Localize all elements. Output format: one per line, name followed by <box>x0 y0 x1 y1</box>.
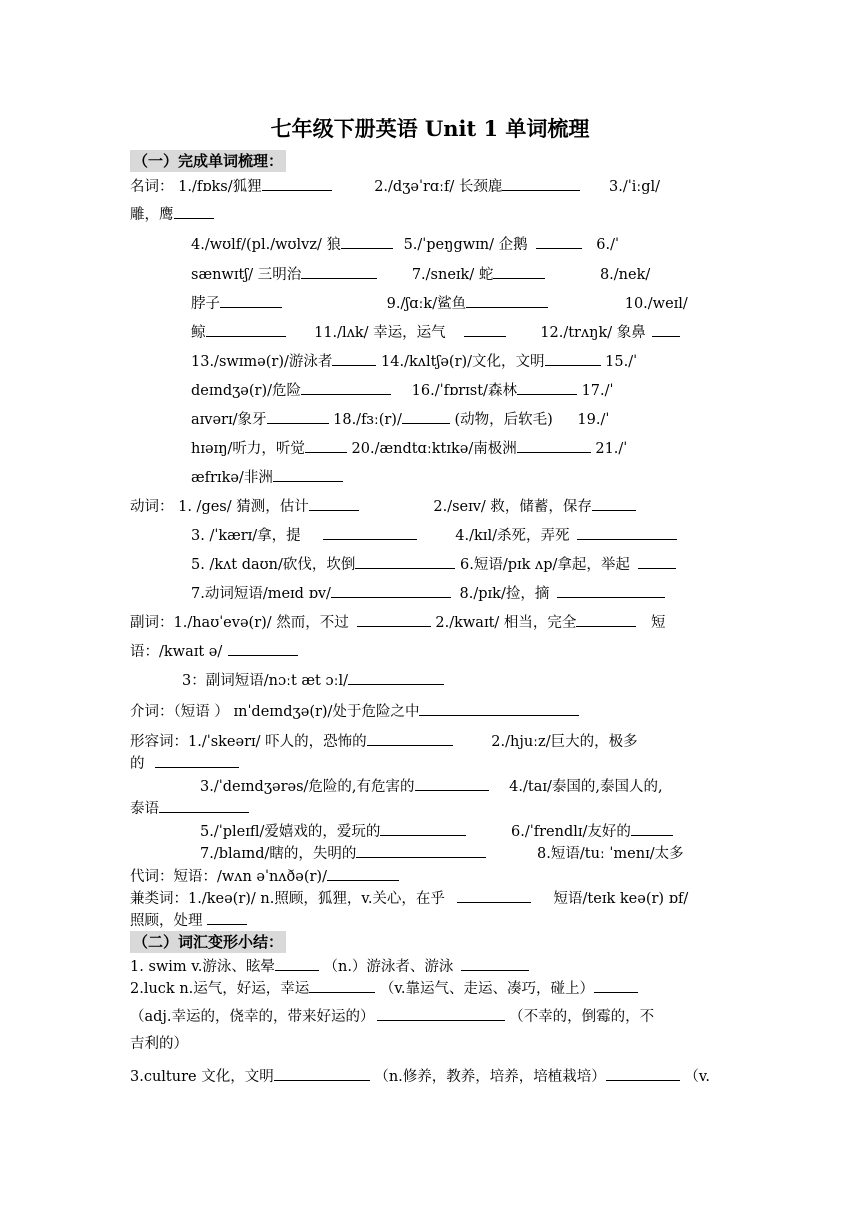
section-heading-2: （二）词汇变形小结： <box>130 931 286 953</box>
answer-blank[interactable] <box>638 553 676 569</box>
answer-blank[interactable] <box>517 437 591 453</box>
adjectives-label: 形容词：1./ˈskeərɪ/ 吓人的，恐怖的 <box>130 734 367 750</box>
answer-blank[interactable] <box>305 437 347 453</box>
adverbs-line-1: 副词：1./haʊˈevə(r)/ 然而，不过 2./kwaɪt/ 相当，完全 短 <box>130 611 666 633</box>
variation-line-1: 1. swim v.游泳、眩晕 （n.）游泳者、游泳 <box>130 955 529 977</box>
nouns-line-7: 13./swɪmə(r)/游泳者 14./kʌltʃə(r)/文化，文明 15./ˈ <box>191 350 637 372</box>
answer-blank[interactable] <box>309 495 359 511</box>
answer-blank[interactable] <box>356 842 486 858</box>
adjectives-line-2: 的 <box>130 752 239 774</box>
answer-blank[interactable] <box>275 955 319 971</box>
answer-blank[interactable] <box>301 263 377 279</box>
prepositions-line <box>130 700 579 722</box>
answer-blank[interactable] <box>457 887 531 903</box>
answer-blank[interactable] <box>466 292 548 308</box>
multi-class-label: 兼类词：1./keə(r)/ n.照顾，狐狸，v.关心，在乎 <box>130 891 445 907</box>
answer-blank[interactable] <box>545 350 601 366</box>
nouns-line-8: deɪndʒə(r)/危险 16./ˈfɒrɪst/森林 17./ˈ <box>191 379 614 401</box>
answer-blank[interactable] <box>606 1065 680 1081</box>
nouns-line-10: hɪəɪŋ/听力，听觉 20./ændtɑːktɪkə/南极洲 21./ˈ <box>191 437 627 459</box>
answer-blank[interactable] <box>331 582 451 598</box>
adjectives-line-1: 形容词：1./ˈskeərɪ/ 吓人的，恐怖的 2./hjuːz/巨大的，极多 <box>130 730 638 752</box>
answer-blank[interactable] <box>402 408 450 424</box>
answer-blank[interactable] <box>155 752 239 768</box>
answer-blank[interactable] <box>517 379 577 395</box>
answer-blank[interactable] <box>206 321 286 337</box>
nouns-line-2: 雕，鹰 <box>130 203 214 225</box>
nouns-label: 名词： 1./fɒks/狐狸 <box>130 179 262 195</box>
answer-blank[interactable] <box>502 175 580 191</box>
answer-blank[interactable] <box>377 1005 505 1021</box>
answer-blank[interactable] <box>415 775 489 791</box>
variation-line-4: 吉利的） <box>130 1036 188 1052</box>
verbs-line-4: 7.动词短语/meɪd ɒv/ 8./pɪk/捡，摘 <box>191 582 665 604</box>
nouns-line-9: aɪvərɪ/象牙 18./fɜː(r)/ (动物，后软毛) 19./ˈ <box>191 408 609 430</box>
answer-blank[interactable] <box>631 820 673 836</box>
answer-blank[interactable] <box>577 524 677 540</box>
answer-blank[interactable] <box>159 797 249 813</box>
answer-blank[interactable] <box>461 955 529 971</box>
answer-blank[interactable] <box>228 640 298 656</box>
multi-class-line-1: 兼类词：1./keə(r)/ n.照顾，狐狸，v.关心，在乎 短语/teɪk keə(r) ɒf/ <box>130 887 688 909</box>
adjectives-line-6: 7./blaɪnd/瞎的，失明的 8.短语/tuː ˈmenɪ/太多 <box>200 842 684 864</box>
answer-blank[interactable] <box>323 524 417 540</box>
answer-blank[interactable] <box>493 263 545 279</box>
answer-blank[interactable] <box>348 669 444 685</box>
adverbs-line-3: 3：副词短语/nɔːt æt ɔːl/ <box>182 669 444 691</box>
verbs-line-3: 5. /kʌt daʊn/砍伐，坎倒 6.短语/pɪk ʌp/拿起，举起 <box>191 553 676 575</box>
verbs-line-1: 动词： 1. /ges/ 猜测，估计 2./seɪv/ 救，储蓄，保存 <box>130 495 636 517</box>
answer-blank[interactable] <box>220 292 282 308</box>
answer-blank[interactable] <box>309 977 375 993</box>
answer-blank[interactable] <box>355 553 455 569</box>
pronouns-label: 代词：短语：/wʌn əˈnʌðə(r)/ <box>130 869 327 885</box>
verbs-label: 动词： 1. /ges/ 猜测，估计 <box>130 499 309 515</box>
answer-blank[interactable] <box>652 321 680 337</box>
verbs-line-2: 3. /ˈkærɪ/拿，提 4./kɪl/杀死，弄死 <box>191 524 677 546</box>
answer-blank[interactable] <box>367 730 453 746</box>
answer-blank[interactable] <box>174 203 214 219</box>
pronouns-line <box>130 865 399 887</box>
variation-line-3: （adj.幸运的，侥幸的，带来好运的） （不幸的，倒霉的，不 <box>130 1005 654 1027</box>
answer-blank[interactable] <box>327 865 399 881</box>
adjectives-line-3: 3./ˈdeɪndʒərəs/危险的,有危害的 4./taɪ/泰国的,泰国人的, <box>200 775 663 797</box>
nouns-line-5: 脖子 9./ʃɑːk/鲨鱼 10./weɪl/ <box>191 292 688 314</box>
nouns-line-6: 鲸 11./lʌk/ 幸运，运气 12./trʌŋk/ 象鼻 <box>191 321 680 343</box>
page-title: 七年级下册英语 Unit 1 单词梳理 <box>270 116 590 141</box>
answer-blank[interactable] <box>576 611 636 627</box>
answer-blank[interactable] <box>262 175 332 191</box>
variation-line-5: 3.culture 文化，文明 （n.修养，教养，培养，培植栽培） （v. <box>130 1065 710 1087</box>
adjectives-line-4: 泰语 <box>130 797 249 819</box>
answer-blank[interactable] <box>536 233 582 249</box>
adverbs-line-2: 语：/kwaɪt ə/ <box>130 640 298 662</box>
answer-blank[interactable] <box>380 820 466 836</box>
answer-blank[interactable] <box>274 1065 370 1081</box>
variation-line-2: 2.luck n.运气，好运，幸运 （v.靠运气、走运、凑巧，碰上） <box>130 977 638 999</box>
multi-class-line-2: 照顾，处理 <box>130 909 247 931</box>
answer-blank[interactable] <box>557 582 665 598</box>
answer-blank[interactable] <box>341 233 393 249</box>
answer-blank[interactable] <box>332 350 376 366</box>
answer-blank[interactable] <box>207 909 247 925</box>
answer-blank[interactable] <box>357 611 431 627</box>
answer-blank[interactable] <box>592 495 636 511</box>
adjectives-line-5: 5./ˈpleɪfl/爱嬉戏的，爱玩的 6./ˈfrendlɪ/友好的 <box>200 820 673 842</box>
answer-blank[interactable] <box>594 977 638 993</box>
answer-blank[interactable] <box>301 379 391 395</box>
prepositions-label: 介词：（短语 ） ɪnˈdeɪndʒə(r)/处于危险之中 <box>130 704 420 720</box>
answer-blank[interactable] <box>267 408 329 424</box>
adverbs-label: 副词：1./haʊˈevə(r)/ 然而，不过 <box>130 615 349 631</box>
nouns-line-4: sænwɪtʃ/ 三明治 7./sneɪk/ 蛇 8./nek/ <box>191 263 650 285</box>
section-heading-1: （一）完成单词梳理： <box>130 150 286 172</box>
nouns-line-3: 4./wʊlf/(pl./wʊlvz/ 狼 5./ˈpeŋgwɪn/ 企鹅 6./ˈ <box>191 233 619 255</box>
nouns-line-11: æfrɪkə/非洲 <box>191 466 343 488</box>
nouns-line-1: 名词： 1./fɒks/狐狸 2./dʒəˈrɑːf/ 长颈鹿 3./ˈiːgl/ <box>130 175 660 197</box>
answer-blank[interactable] <box>464 321 506 337</box>
answer-blank[interactable] <box>273 466 343 482</box>
answer-blank[interactable] <box>419 700 579 716</box>
